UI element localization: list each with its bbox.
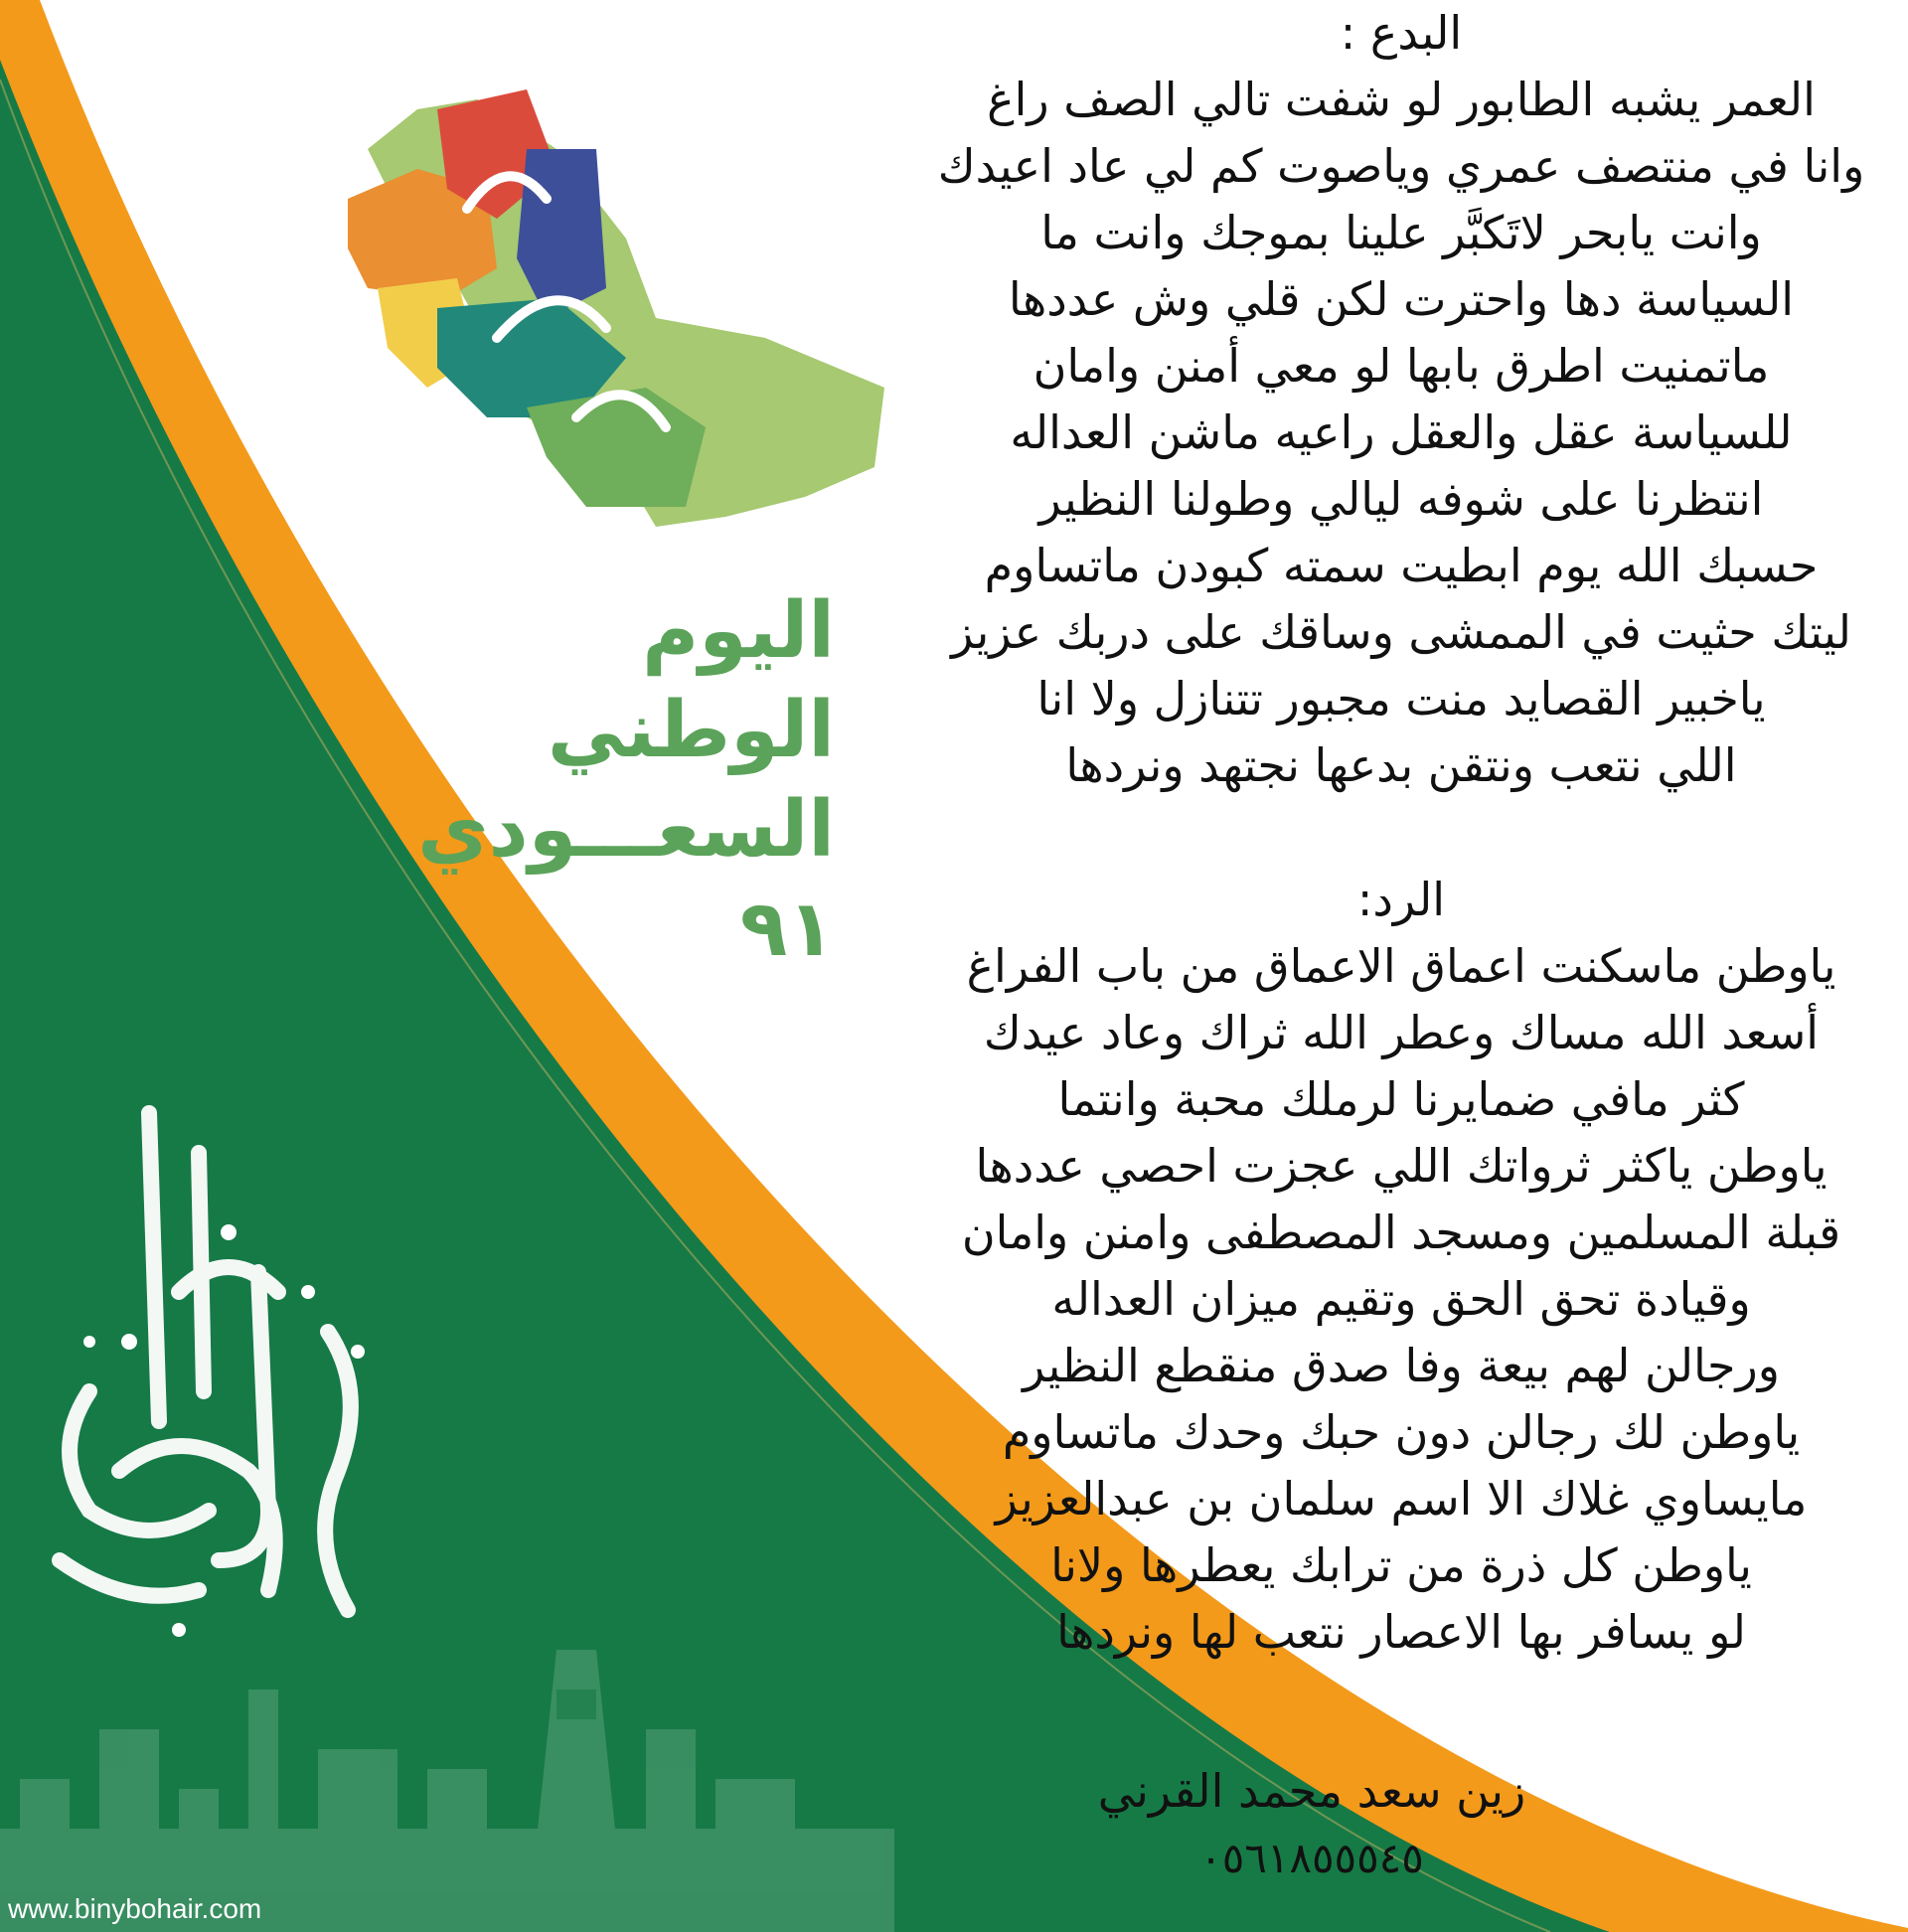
reply-line: أسعد الله مساك وعطر الله ثراك وعاد عيدك (983, 1006, 1820, 1059)
intro-heading: البدع : (1340, 6, 1463, 60)
reply-heading: الرد: (1356, 873, 1446, 926)
reply-line: ورجالن لهم بيعة وفا صدق منقطع النظير (1023, 1339, 1780, 1392)
poem-block (924, 0, 1878, 1666)
national-day-calligraphy-icon (30, 1093, 427, 1650)
city-skyline-icon (0, 1630, 894, 1932)
reply-section (924, 933, 1878, 1666)
reply-line: وقيادة تحق الحق وتقيم ميزان العداله (1051, 1272, 1751, 1326)
intro-line: السياسة دها واحترت لكن قلي وش عددها (1008, 272, 1795, 326)
reply-line: ياوطن ياكثر ثرواتك اللي عجزت احصي عددها (975, 1139, 1828, 1193)
phone-number: ٠٥٦١٨٥٥٥٤٥ (1199, 1834, 1424, 1882)
logo-title (398, 581, 835, 979)
reply-line: قبلة المسلمين ومسجد المصطفى وامنن وامان (961, 1206, 1841, 1259)
logo-title-line2: السعـــودي ٩١ (417, 785, 835, 974)
logo-title-line1: اليوم الوطني (547, 586, 835, 775)
reply-line: مايساوي غلاك الا اسم سلمان بن عبدالعزيز (995, 1472, 1808, 1526)
intro-line: حسبك الله يوم ابطيت سمته كبودن ماتساوم (984, 539, 1819, 592)
intro-line: ماتمنيت اطرق بابها لو معي أمنن وامان (1033, 339, 1770, 393)
intro-line: وانا في منتصف عمري وياصوت كم لي عاد اعيدك (937, 139, 1865, 193)
reply-line: ياوطن لك رجالن دون حبك وحدك ماتساوم (1002, 1405, 1801, 1459)
reply-line: كثر مافي ضمايرنا لرملك محبة وانتما (1057, 1072, 1745, 1126)
intro-line: وانت يابحر لاتَكبَّر علينا بموجك وانت ما (1040, 206, 1762, 259)
reply-line: لو يسافر بها الاعصار نتعب لها ونردها (1056, 1605, 1746, 1659)
saudi-map-emblem-icon (328, 89, 884, 557)
reply-line: ياوطن كل ذرة من ترابك يعطرها ولانا (1050, 1538, 1752, 1592)
site-watermark: www.binybohair.com (8, 1893, 262, 1924)
intro-section (924, 67, 1878, 799)
intro-line: اللي نتعب ونتقن بدعها نجتهد ونردها (1065, 738, 1737, 792)
intro-line: للسياسة عقل والعقل راعيه ماشن العداله (1010, 405, 1793, 459)
intro-line: العمر يشبه الطابور لو شفت تالي الصف راغ (987, 73, 1816, 126)
author-name: زين سعد محمد القرني (1097, 1764, 1526, 1818)
intro-line: ياخبير القصايد منت مجبور تتنازل ولا انا (1036, 672, 1766, 725)
reply-line: ياوطن ماسكنت اعماق الاعماق من باب الفراغ (966, 939, 1836, 993)
intro-line: ليتك حثيت في الممشى وساقك على دربك عزيز (951, 605, 1851, 659)
intro-line: انتظرنا على شوفه ليالي وطولنا النظير (1038, 472, 1764, 526)
